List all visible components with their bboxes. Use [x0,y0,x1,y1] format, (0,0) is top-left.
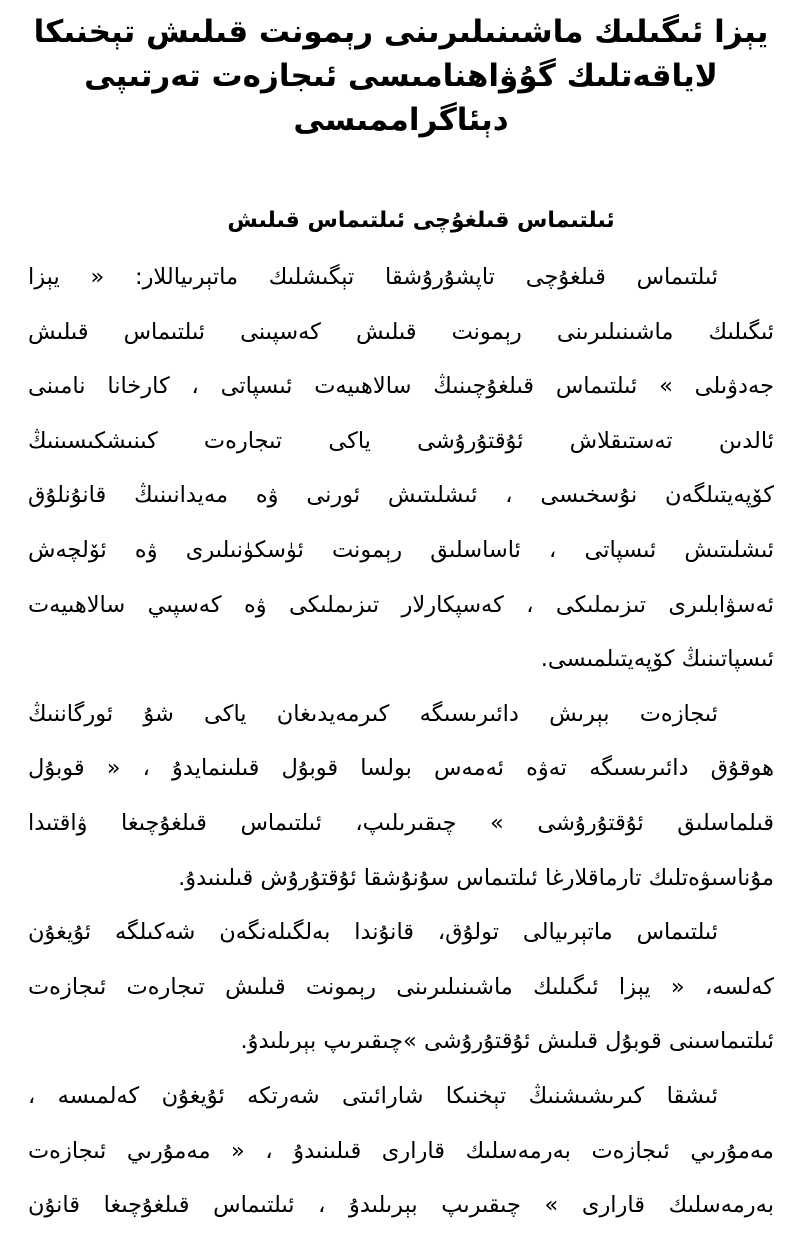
paragraph-line: ئىلتىماس ماتېرىيالى تولۇق، قانۇندا بەلگىلەنگەن شەكىلگە ئۇيغۇن [28,919,718,946]
paragraph-line: ھوقۇق دائىرىسىگە تەۋە ئەمەس بولسا قوبۇل قىلىنمايدۇ ، « قوبۇل [28,755,774,782]
paragraph-4 [28,1069,774,1233]
paragraph-line: ئىجازەت بېرىش دائىرىسىگە كىرمەيدىغان ياكى شۇ ئورگاننىڭ [28,700,718,727]
paragraph-line: ئىشقا كىرىشىشنىڭ تېخنىكا شارائىتى شەرتكە ئۇيغۇن كەلمىسە ، [28,1082,718,1109]
paragraph-line: ئىلتىماس قىلغۇچى تاپشۇرۇشقا تېگىشلىك ماتېرىياللار: « يېزا [28,264,718,290]
paragraph-line: كەلسە، « يېزا ئىگىلىك ماشىنىلىرىنى رېمونت قىلىش تىجارەت ئىجازەت [28,973,774,1000]
paragraph-line: مەمۇرىي ئىجازەت بەرمەسلىك قارارى قىلىنىدۇ ، « مەمۇرىي ئىجازەت [28,1137,774,1164]
paragraph-line: مۇناسىۋەتلىك تارماقلارغا ئىلتىماس سۇنۇشقا ئۇقتۇرۇش قىلىنىدۇ. [178,864,774,891]
paragraph-line: ئىشلىتىش ئىسپاتى ، ئاساسلىق رېمونت ئۈسكۈنىلىرى ۋە ئۆلچەش [28,536,774,563]
title-line-2: لاياقەتلىك گۇۋاھنامىسى ئىجازەت تەرتىپى دېئاگراممىسى [84,58,718,138]
paragraph-3 [28,905,774,1069]
paragraph-line: ئىلتىماسىنى قوبۇل قىلىش ئۇقتۇرۇشى »چىقىرىپ بېرىلىدۇ. [240,1028,774,1055]
paragraph-2 [28,687,774,905]
paragraph-line: جەدۋىلى » ئىلتىماس قىلغۇچىنىڭ سالاھىيەت ئىسپاتى ، كارخانا نامىنى [28,373,774,400]
paragraph-line: بەرمەسلىك قارارى » چىقىرىپ بېرىلىدۇ ، ئىلتىماس قىلغۇچىغا قانۇن [28,1192,774,1219]
title-line-1: يېزا ئىگىلىك ماشىنىلىرىنى رېمونت قىلىش تېخنىكا [33,14,769,50]
paragraph-line: كۆپەيتىلگەن نۇسخىسى ، ئىشلىتىش ئورنى ۋە مەيدانىنىڭ قانۇنلۇق [28,482,774,509]
paragraph-1 [28,250,774,687]
paragraph-line: قىلماسلىق ئۇقتۇرۇشى » چىقىرىلىپ، ئىلتىماس قىلغۇچىغا ۋاقتىدا [28,809,774,836]
document-body [28,250,774,1233]
section-heading: ئىلتىماس قىلغۇچى ئىلتىماس قىلىش [227,208,615,233]
paragraph-line: ئالدىن تەستىقلاش ئۇقتۇرۇشى ياكى تىجارەت كىنىشكىسىنىڭ [28,427,774,454]
document-title [28,10,774,142]
paragraph-line: ئىگىلىك ماشىنىلىرىنى رېمونت قىلىش كەسپىنى ئىلتىماس قىلىش [28,318,774,345]
paragraph-line: ئەسۋابلىرى تىزىملىكى ، كەسپكارلار تىزىملىكى ۋە كەسپىي سالاھىيەت [28,591,774,618]
paragraph-line: ئىسپاتىنىڭ كۆپەيتىلمىسى. [540,646,774,673]
